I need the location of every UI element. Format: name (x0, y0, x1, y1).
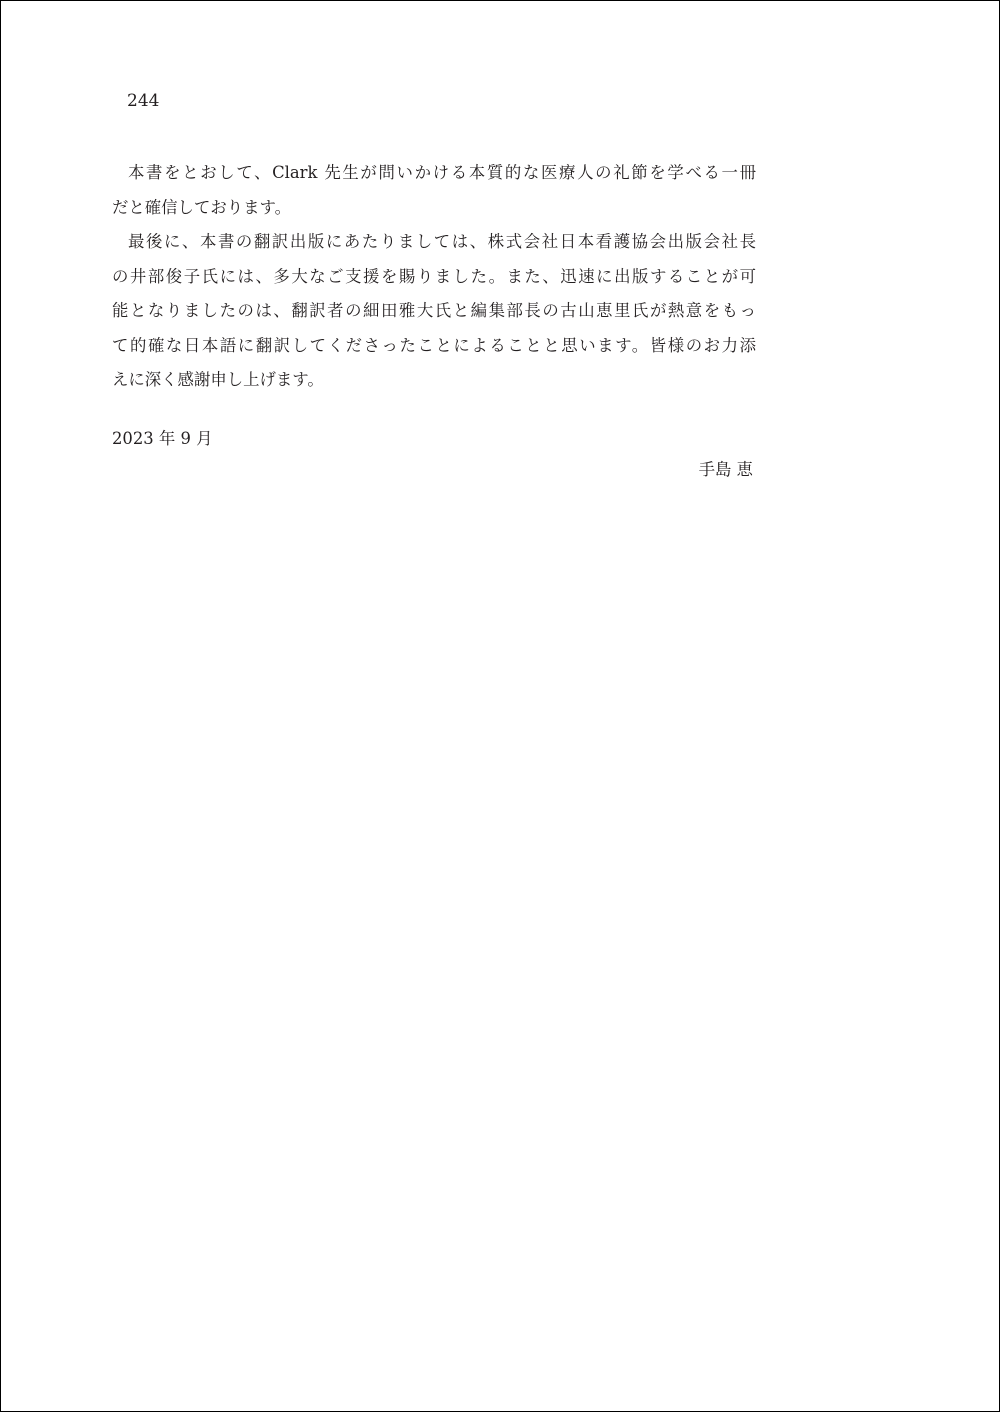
paragraph-2 (112, 225, 756, 398)
closing-date: 2023 年 9 月 (112, 429, 213, 448)
paragraph-line: だと確信しております。 (112, 197, 291, 217)
paragraph-1 (112, 156, 756, 225)
paragraph-line: えに深く感謝申し上げます。 (112, 370, 324, 389)
paragraph-line: 本書をとおして、Clark 先生が問いかける本質的な医療人の礼節を学べる一冊 (128, 163, 756, 182)
paragraph-line: の井部俊子氏には、多大なご支援を賜りました。また、迅速に出版することが可 (112, 266, 756, 286)
paragraph-line: 最後に、本書の翻訳出版にあたりましては、株式会社日本看護協会出版会社長 (128, 232, 756, 251)
paragraph-line: て的確な日本語に翻訳してくださったことによることと思います。皆様のお力添 (112, 335, 756, 355)
page-number: 244 (127, 91, 160, 111)
paragraph-line: 能となりましたのは、翻訳者の細田雅大氏と編集部長の古山恵里氏が熱意をもっ (112, 301, 756, 320)
body-text (112, 156, 756, 398)
author-signature: 手島 恵 (698, 460, 753, 479)
